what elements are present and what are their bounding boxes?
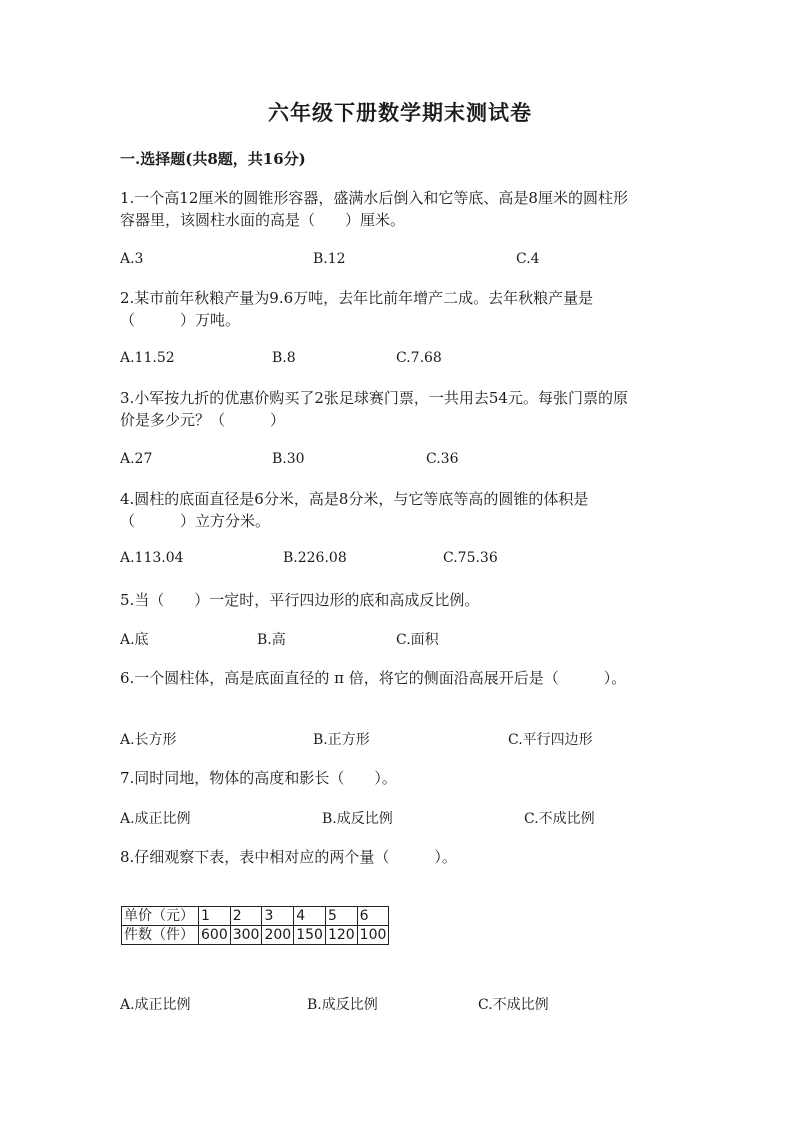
table-cell: 3 — [262, 907, 294, 926]
page-title: 六年级下册数学期末测试卷 — [268, 100, 532, 125]
q8-option-c: C.不成比例 — [478, 997, 549, 1013]
q5-option-b: B.高 — [257, 632, 286, 648]
section-heading: 一.选择题(共8题，共16分) — [120, 150, 306, 168]
question-7-line-1: 7.同时同地，物体的高度和影长（ ）。 — [120, 769, 397, 787]
q6-option-a: A.长方形 — [120, 732, 177, 748]
table-cell: 2 — [230, 907, 262, 926]
table-cell: 120 — [325, 926, 357, 945]
q5-option-a: A.底 — [120, 632, 149, 648]
q1-option-c: C.4 — [516, 251, 540, 267]
question-3-line-2: 价是多少元？（ ） — [120, 411, 286, 429]
q1-option-a: A.3 — [120, 251, 144, 267]
table-cell: 300 — [230, 926, 262, 945]
table-row — [122, 926, 389, 945]
q2-option-c: C.7.68 — [396, 350, 442, 366]
q7-option-b: B.成反比例 — [322, 811, 393, 827]
q3-option-a: A.27 — [120, 451, 153, 467]
q6-option-b: B.正方形 — [313, 732, 370, 748]
table-cell: 1 — [199, 907, 231, 926]
q3-option-c: C.36 — [426, 451, 459, 467]
table-cell: 5 — [325, 907, 357, 926]
question-6-line-1: 6.一个圆柱体，高是底面直径的 π 倍，将它的侧面沿高展开后是（ ）。 — [120, 669, 627, 687]
q4-option-b: B.226.08 — [283, 550, 347, 566]
q3-option-b: B.30 — [272, 451, 305, 467]
q7-option-c: C.不成比例 — [524, 811, 595, 827]
table-cell: 600 — [199, 926, 231, 945]
q6-option-c: C.平行四边形 — [508, 732, 593, 748]
table-row — [122, 907, 389, 926]
q4-option-c: C.75.36 — [443, 550, 498, 566]
q2-option-b: B.8 — [272, 350, 296, 366]
question-4-line-1: 4.圆柱的底面直径是6分米，高是8分米，与它等底等高的圆锥的体积是 — [120, 490, 589, 508]
question-8-line-1: 8.仔细观察下表，表中相对应的两个量（ ）。 — [120, 848, 457, 866]
question-2-line-1: 2.某市前年秋粮产量为9.6万吨，去年比前年增产二成。去年秋粮产量是 — [120, 289, 594, 307]
table-cell: 4 — [294, 907, 326, 926]
table-cell: 200 — [262, 926, 294, 945]
table-header-cell: 单价（元） — [122, 907, 199, 926]
question-2-line-2: （ ）万吨。 — [120, 311, 241, 329]
q8-option-a: A.成正比例 — [120, 997, 191, 1013]
table-cell: 100 — [357, 926, 389, 945]
question-1-line-2: 容器里，该圆柱水面的高是（ ）厘米。 — [120, 211, 406, 229]
q5-option-c: C.面积 — [396, 632, 439, 648]
data-table — [121, 906, 389, 945]
q8-option-b: B.成反比例 — [307, 997, 378, 1013]
question-5-line-1: 5.当（ ）一定时，平行四边形的底和高成反比例。 — [120, 591, 480, 609]
q1-option-b: B.12 — [313, 251, 346, 267]
table-header-cell: 件数（件） — [122, 926, 199, 945]
question-1-line-1: 1.一个高12厘米的圆锥形容器，盛满水后倒入和它等底、高是8厘米的圆柱形 — [120, 189, 628, 207]
question-4-line-2: （ ）立方分米。 — [120, 512, 271, 530]
q2-option-a: A.11.52 — [120, 350, 175, 366]
q4-option-a: A.113.04 — [120, 550, 184, 566]
q7-option-a: A.成正比例 — [120, 811, 191, 827]
table-cell: 6 — [357, 907, 389, 926]
table-cell: 150 — [294, 926, 326, 945]
question-3-line-1: 3.小军按九折的优惠价购买了2张足球赛门票，一共用去54元。每张门票的原 — [120, 389, 628, 407]
